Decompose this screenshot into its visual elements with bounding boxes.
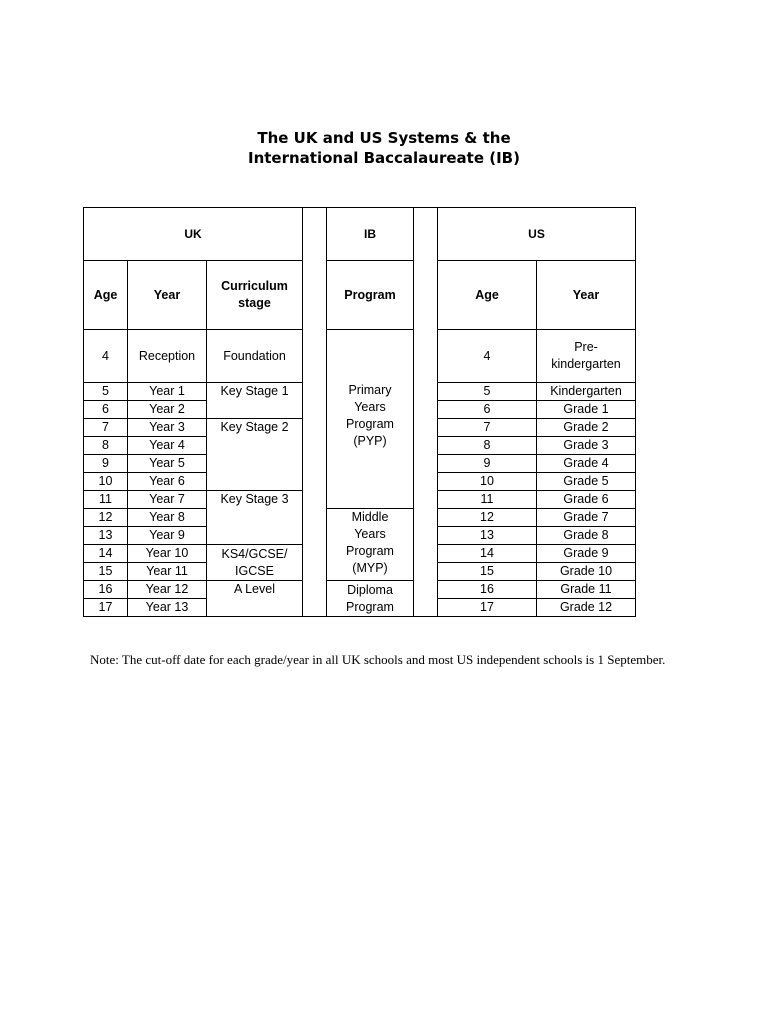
uk-year-cell: Year 12 bbox=[128, 581, 207, 599]
us-year-cell: Grade 9 bbox=[537, 545, 636, 563]
title-line-2: International Baccalaureate (IB) bbox=[248, 149, 520, 167]
uk-year-header: Year bbox=[128, 261, 207, 330]
us-age-cell: 14 bbox=[438, 545, 537, 563]
uk-year-cell: Reception bbox=[128, 330, 207, 383]
us-year-line-1: Pre- bbox=[574, 340, 598, 354]
uk-age-cell: 11 bbox=[84, 491, 128, 509]
column-gap-1 bbox=[303, 208, 327, 617]
uk-year-cell: Year 10 bbox=[128, 545, 207, 563]
uk-year-cell: Year 3 bbox=[128, 419, 207, 437]
uk-year-cell: Year 8 bbox=[128, 509, 207, 527]
us-year-cell: Grade 2 bbox=[537, 419, 636, 437]
ib-pyp-line-3: Program bbox=[346, 417, 394, 431]
footnote: Note: The cut-off date for each grade/year in all UK schools and most US independent schools is 1 September. bbox=[90, 652, 666, 667]
us-age-cell: 15 bbox=[438, 563, 537, 581]
us-year-cell: Grade 6 bbox=[537, 491, 636, 509]
us-age-cell: 7 bbox=[438, 419, 537, 437]
us-year-cell: Grade 7 bbox=[537, 509, 636, 527]
title-line-1: The UK and US Systems & the bbox=[257, 129, 511, 147]
ib-dp-line-1: Diploma bbox=[347, 582, 393, 597]
us-age-cell: 4 bbox=[438, 330, 537, 383]
uk-age-cell: 5 bbox=[84, 383, 128, 401]
us-year-header: Year bbox=[537, 261, 636, 330]
uk-age-cell: 10 bbox=[84, 473, 128, 491]
uk-year-cell: Year 1 bbox=[128, 383, 207, 401]
us-age-cell: 9 bbox=[438, 455, 537, 473]
uk-age-cell: 15 bbox=[84, 563, 128, 581]
us-year-cell: Grade 4 bbox=[537, 455, 636, 473]
uk-year-cell: Year 6 bbox=[128, 473, 207, 491]
stage-ks2: Key Stage 2 bbox=[207, 419, 303, 491]
us-age-cell: 17 bbox=[438, 599, 537, 617]
us-age-cell: 8 bbox=[438, 437, 537, 455]
uk-year-cell: Year 11 bbox=[128, 563, 207, 581]
uk-year-cell: Year 13 bbox=[128, 599, 207, 617]
uk-year-cell: Year 9 bbox=[128, 527, 207, 545]
uk-age-cell: 7 bbox=[84, 419, 128, 437]
uk-age-cell: 9 bbox=[84, 455, 128, 473]
us-year-line-2: kindergarten bbox=[551, 357, 621, 371]
comparison-table bbox=[83, 207, 636, 617]
column-gap-2 bbox=[414, 208, 438, 617]
us-year-cell: Grade 3 bbox=[537, 437, 636, 455]
us-age-cell: 13 bbox=[438, 527, 537, 545]
us-age-cell: 6 bbox=[438, 401, 537, 419]
ib-myp-line-1: Middle bbox=[351, 510, 389, 524]
uk-stage-header-line-2: stage bbox=[238, 296, 271, 310]
us-year-cell: Grade 5 bbox=[537, 473, 636, 491]
group-header-row bbox=[84, 208, 636, 261]
uk-header: UK bbox=[84, 208, 303, 261]
stage-ks4 bbox=[207, 545, 303, 581]
stage-ks1: Key Stage 1 bbox=[207, 383, 303, 419]
uk-year-cell: Year 5 bbox=[128, 455, 207, 473]
us-year-cell: Grade 1 bbox=[537, 401, 636, 419]
ib-pyp-cell bbox=[327, 330, 414, 509]
ib-myp-cell bbox=[327, 509, 414, 581]
uk-age-cell: 6 bbox=[84, 401, 128, 419]
table-row bbox=[84, 330, 636, 383]
us-year-cell: Kindergarten bbox=[537, 383, 636, 401]
us-year-cell: Grade 8 bbox=[537, 527, 636, 545]
us-year-cell bbox=[537, 330, 636, 383]
table-row bbox=[84, 509, 636, 527]
uk-age-cell: 13 bbox=[84, 527, 128, 545]
us-year-cell: Grade 11 bbox=[537, 581, 636, 599]
stage-ks3: Key Stage 3 bbox=[207, 491, 303, 545]
ib-header: IB bbox=[327, 208, 414, 261]
ib-myp-line-4: (MYP) bbox=[352, 561, 388, 575]
uk-year-cell: Year 2 bbox=[128, 401, 207, 419]
uk-year-cell: Year 7 bbox=[128, 491, 207, 509]
stage-ks4-line-1: KS4/GCSE/ bbox=[221, 546, 288, 561]
uk-age-cell: 4 bbox=[84, 330, 128, 383]
us-year-cell: Grade 12 bbox=[537, 599, 636, 617]
stage-ks4-line-2: IGCSE bbox=[235, 563, 274, 578]
us-age-cell: 5 bbox=[438, 383, 537, 401]
ib-dp-line-2: Program bbox=[346, 599, 394, 614]
uk-stage-header bbox=[207, 261, 303, 330]
us-age-cell: 16 bbox=[438, 581, 537, 599]
stage-foundation: Foundation bbox=[207, 330, 303, 383]
us-age-header: Age bbox=[438, 261, 537, 330]
column-header-row bbox=[84, 261, 636, 330]
ib-myp-line-3: Program bbox=[346, 544, 394, 558]
uk-age-header: Age bbox=[84, 261, 128, 330]
us-age-cell: 12 bbox=[438, 509, 537, 527]
stage-alevel: A Level bbox=[207, 581, 303, 617]
uk-age-cell: 16 bbox=[84, 581, 128, 599]
uk-age-cell: 14 bbox=[84, 545, 128, 563]
us-age-cell: 11 bbox=[438, 491, 537, 509]
ib-program-header: Program bbox=[327, 261, 414, 330]
ib-pyp-line-2: Years bbox=[354, 400, 386, 414]
ib-pyp-line-1: Primary bbox=[348, 383, 392, 397]
us-header: US bbox=[438, 208, 636, 261]
ib-dp-cell bbox=[327, 581, 414, 617]
ib-myp-line-2: Years bbox=[354, 527, 386, 541]
table-row bbox=[84, 581, 636, 599]
page-title bbox=[0, 128, 768, 168]
uk-age-cell: 12 bbox=[84, 509, 128, 527]
us-age-cell: 10 bbox=[438, 473, 537, 491]
us-year-cell: Grade 10 bbox=[537, 563, 636, 581]
uk-age-cell: 8 bbox=[84, 437, 128, 455]
ib-pyp-line-4: (PYP) bbox=[353, 434, 387, 448]
uk-age-cell: 17 bbox=[84, 599, 128, 617]
uk-year-cell: Year 4 bbox=[128, 437, 207, 455]
uk-stage-header-line-1: Curriculum bbox=[221, 279, 288, 293]
